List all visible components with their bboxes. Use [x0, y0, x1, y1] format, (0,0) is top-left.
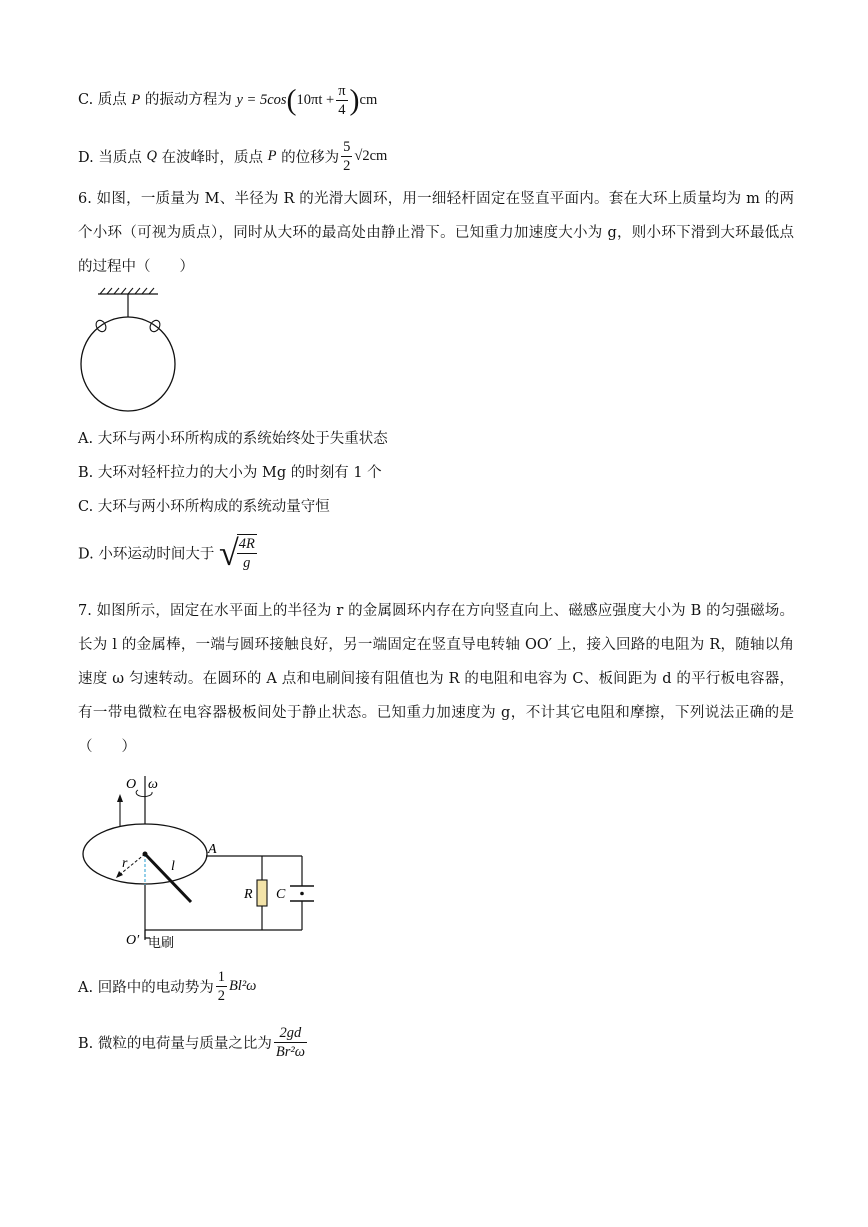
q6-option-b: B. 大环对轻杆拉力的大小为 Mg 的时刻有 1 个 — [78, 465, 382, 481]
var-p: P — [131, 91, 141, 108]
big-ring-icon — [81, 317, 175, 411]
q6-stem: 6. 如图，一质量为 M、半径为 R 的光滑大圆环，用一细轻杆固定在竖直平面内。套在大环上质量均为 m 的两个小环（可视为质点），同时从大环的最高处由静止滑下。已知重力加速度大小为 g，则小环下滑到大环最低点的过程中（ ） — [78, 191, 794, 275]
frac-num: π — [338, 83, 346, 99]
fraction-4r-g — [237, 534, 257, 572]
frac-den: 2 — [343, 158, 351, 174]
frac-den: 4 — [338, 102, 346, 118]
fraction-pi-4 — [336, 82, 347, 119]
option-d-prefix: D. 小环运动时间大于 — [78, 546, 215, 563]
frac-num: 1 — [217, 969, 225, 985]
option-c-mid: 的振动方程为 — [144, 91, 232, 108]
right-paren: ) — [349, 83, 360, 117]
frac-num — [274, 1024, 307, 1043]
sqrt-two: √2 — [354, 148, 370, 164]
fraction-5-2 — [341, 138, 352, 175]
q6-option-d — [78, 532, 259, 574]
num-text: 4R — [238, 536, 255, 552]
label-r: r — [122, 856, 128, 871]
eq-head: y = 5cos — [236, 91, 287, 108]
charged-particle-icon — [300, 892, 304, 896]
pivot-dot-icon — [143, 852, 148, 857]
option-d-mid1: 在波峰时，质点 — [161, 150, 264, 166]
q5-option-d — [78, 138, 387, 175]
frac-den — [274, 1043, 307, 1061]
radical-icon: √ — [218, 533, 239, 573]
frac-den: 2 — [217, 988, 225, 1004]
label-brush: 电刷 — [148, 935, 175, 950]
q7-stem: 7. 如图所示，固定在水平面上的半径为 r 的金属圆环内存在方向竖直向上、磁感应强度大小为 B 的匀强磁场。长为 l 的金属棒，一端与圆环接触良好，另一端固定在竖直导电转轴 OO′ 上，接入回路的电阻为 R，随轴以角速度 ω 匀速转动。在圆环的 A 点和电刷间接有阻值也为 R 的电阻和电容为 C、板间距为 d 的平行板电容器，有一带电微粒在电容器极板间处于静止状态。已知重力加速度为 g，不计其它电阻和摩擦，下列说法正确的是（ ） — [78, 603, 794, 755]
fraction-1-2 — [216, 968, 227, 1005]
option-d-mid2: 的位移为 — [281, 150, 340, 166]
fraction-ratio — [274, 1024, 307, 1061]
equation — [236, 83, 378, 118]
q5-option-c — [78, 82, 377, 119]
frac-den — [237, 554, 257, 572]
option-c-prefix: C. 质点 — [78, 91, 127, 108]
eq-term: 10πt + — [296, 92, 335, 108]
label-c: C — [276, 887, 286, 902]
label-resistor-r: R — [244, 887, 253, 902]
q7-option-b — [78, 1024, 309, 1061]
q7-option-a — [78, 968, 256, 1005]
num-text: 2gd — [279, 1025, 302, 1041]
den-text: Br²ω — [275, 1044, 305, 1060]
ceiling-icon — [98, 288, 158, 294]
q6-option-c: C. 大环与两小环所构成的系统动量守恒 — [78, 499, 330, 515]
frac-num: 5 — [343, 139, 351, 155]
frac-num — [237, 535, 257, 554]
b-arrowhead-icon — [117, 794, 123, 802]
den-text: g — [243, 555, 251, 571]
option-d-prefix: D. 当质点 — [78, 150, 142, 166]
label-omega: ω — [148, 777, 158, 792]
sqrt-expression — [219, 532, 259, 574]
label-o-prime: O′ — [126, 933, 140, 948]
var-p: P — [267, 148, 277, 164]
unit: cm — [359, 92, 378, 108]
q6-option-a: A. 大环与两小环所构成的系统始终处于失重状态 — [78, 431, 388, 447]
unit: cm — [369, 148, 388, 164]
var-q: Q — [146, 148, 157, 164]
label-l: l — [171, 859, 175, 874]
option-b-prefix: B. 微粒的电荷量与质量之比为 — [78, 1036, 272, 1052]
q6-figure — [76, 284, 186, 414]
emf-expression: Bl²ω — [228, 978, 257, 994]
label-a: A — [208, 842, 217, 857]
option-a-prefix: A. 回路中的电动势为 — [78, 980, 214, 996]
resistor-icon — [257, 880, 267, 906]
q7-figure — [78, 770, 338, 955]
label-o: O — [126, 777, 137, 792]
left-paren: ( — [286, 83, 297, 117]
